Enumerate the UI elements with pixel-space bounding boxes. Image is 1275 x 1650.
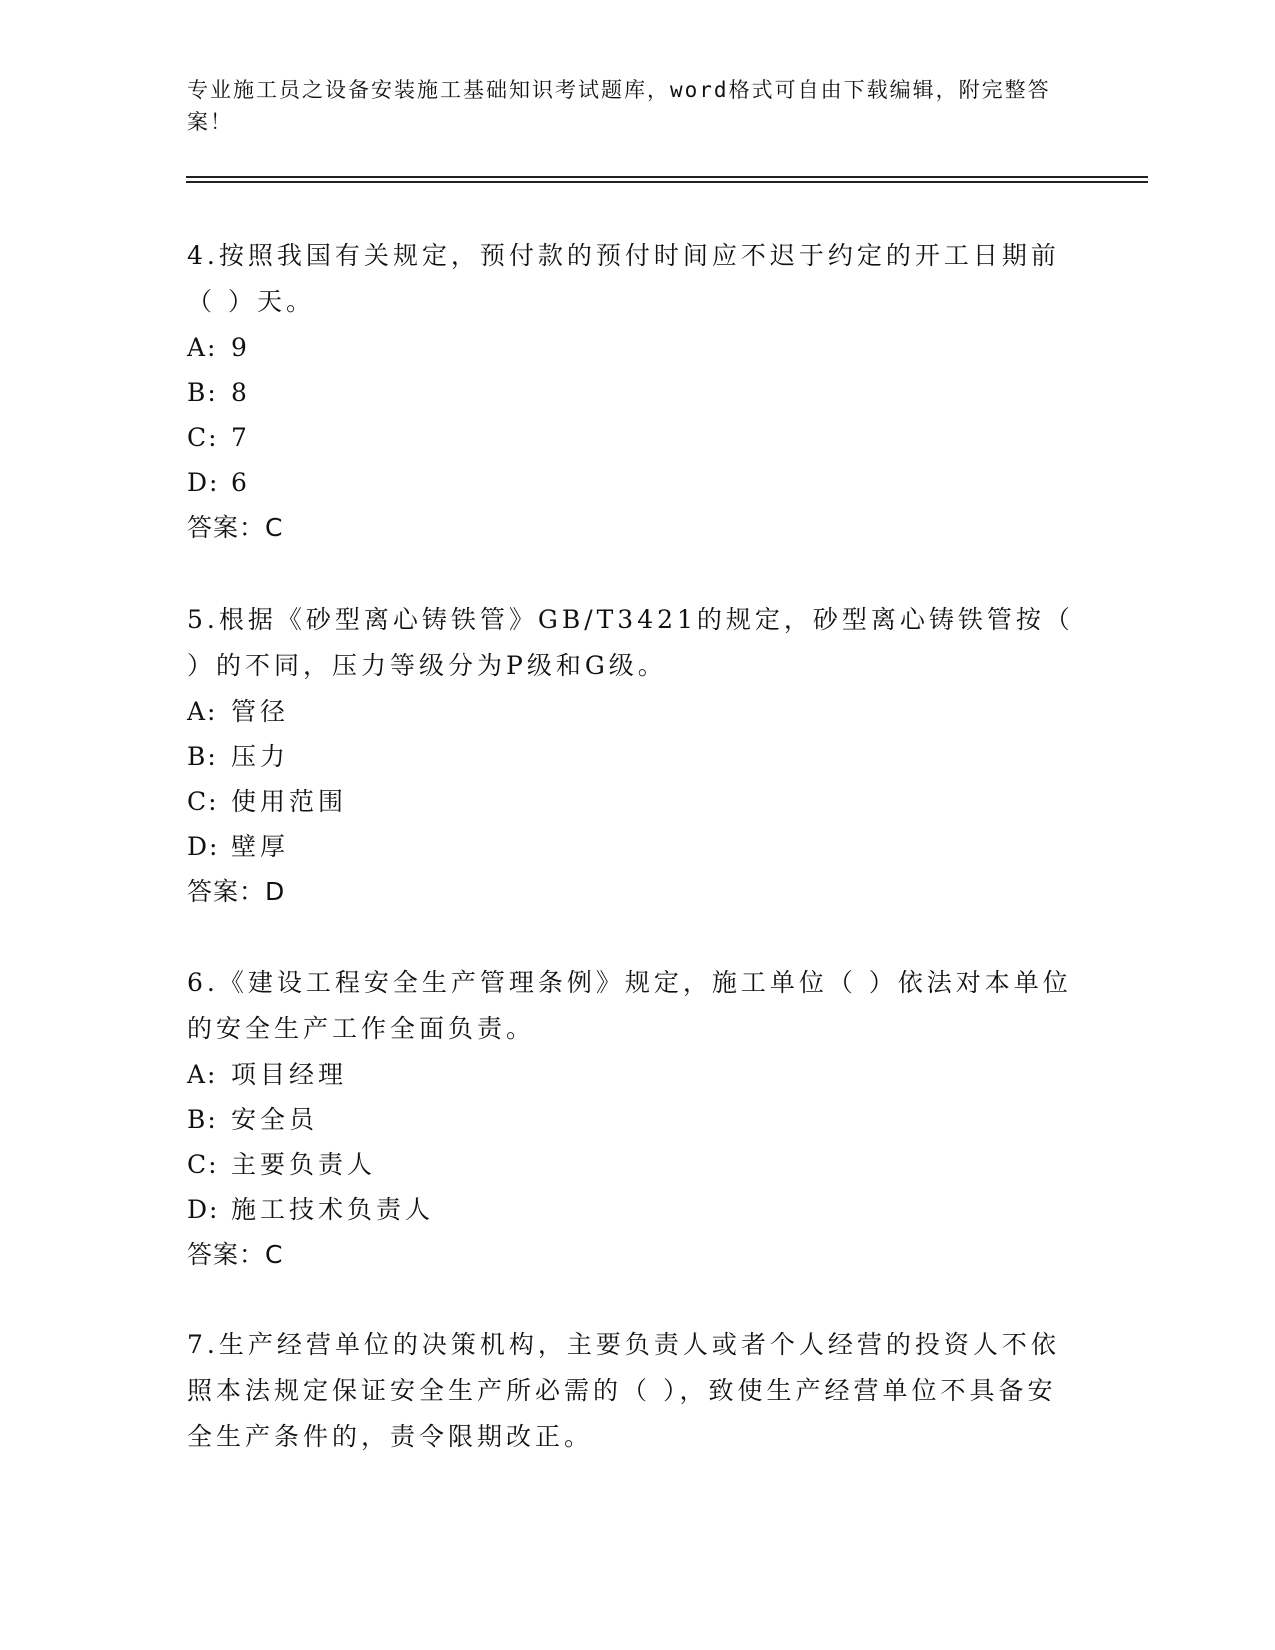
- answer-line: 答案：D: [187, 877, 286, 906]
- question-item: [187, 1322, 1077, 1460]
- option-d: [187, 460, 1077, 505]
- option-text: 7: [231, 423, 251, 452]
- option-letter: A:: [187, 333, 218, 362]
- option-letter: C:: [187, 423, 219, 452]
- option-text: 主要负责人: [231, 1150, 377, 1179]
- answer-line: 答案：C: [187, 513, 284, 542]
- question-stem: 5.根据《砂型离心铸铁管》GB/T3421的规定，砂型离心铸铁管按（ ）的不同，压力等级分为P级和G级。: [187, 605, 1074, 680]
- option-text: 8: [231, 378, 251, 407]
- option-letter: A:: [187, 697, 218, 726]
- option-text: 施工技术负责人: [231, 1195, 435, 1224]
- option-letter: A:: [187, 1060, 218, 1089]
- option-b: [187, 370, 1077, 415]
- option-a: [187, 689, 1077, 734]
- option-c: [187, 1142, 1077, 1187]
- question-stem: 7.生产经营单位的决策机构，主要负责人或者个人经营的投资人不依照本法规定保证安全生产所必需的（ ），致使生产经营单位不具备安全生产条件的，责令限期改正。: [187, 1330, 1060, 1451]
- header-divider-top: [186, 176, 1148, 178]
- question-item: [187, 597, 1077, 914]
- question-item: [187, 960, 1077, 1277]
- option-letter: D:: [187, 1195, 220, 1224]
- option-letter: D:: [187, 832, 220, 861]
- option-text: 压力: [231, 742, 290, 771]
- option-b: [187, 734, 1077, 779]
- option-text: 使用范围: [231, 787, 348, 816]
- option-b: [187, 1097, 1077, 1142]
- option-c: [187, 415, 1077, 460]
- option-c: [187, 779, 1077, 824]
- option-text: 管径: [231, 697, 290, 726]
- question-item: [187, 233, 1077, 550]
- option-letter: B:: [187, 378, 218, 407]
- header-divider-bottom: [186, 181, 1148, 183]
- option-letter: C:: [187, 787, 219, 816]
- option-d: [187, 824, 1077, 869]
- option-text: 项目经理: [231, 1060, 348, 1089]
- question-stem: 6.《建设工程安全生产管理条例》规定，施工单位（ ）依法对本单位的安全生产工作全面负责。: [187, 968, 1072, 1043]
- option-text: 壁厚: [231, 832, 290, 861]
- option-letter: D:: [187, 468, 220, 497]
- option-text: 安全员: [231, 1105, 319, 1134]
- option-a: [187, 325, 1077, 370]
- answer-line: 答案：C: [187, 1240, 284, 1269]
- option-letter: B:: [187, 1105, 218, 1134]
- option-a: [187, 1052, 1077, 1097]
- question-stem: 4.按照我国有关规定，预付款的预付时间应不迟于约定的开工日期前（ ）天。: [187, 241, 1060, 316]
- option-letter: C:: [187, 1150, 219, 1179]
- option-text: 9: [231, 333, 251, 362]
- option-text: 6: [231, 468, 251, 497]
- document-header: 专业施工员之设备安装施工基础知识考试题库，word格式可自由下载编辑，附完整答案！: [187, 78, 1051, 134]
- option-letter: B:: [187, 742, 218, 771]
- option-d: [187, 1187, 1077, 1232]
